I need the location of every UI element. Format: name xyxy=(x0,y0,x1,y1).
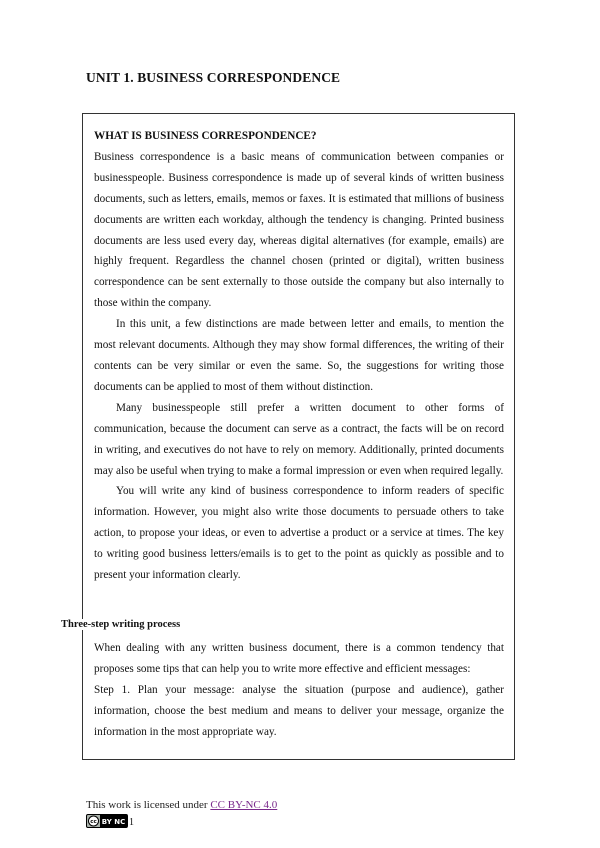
cc-by-nc-icon xyxy=(86,814,128,828)
step-1-paragraph: Step 1. Plan your message: analyse the situation (purpose and audience), gather information, choose the best medium and means to deliver your message, organize the information in the most appropriate way. xyxy=(94,683,504,738)
license-prefix: This work is licensed under xyxy=(86,799,211,811)
section-heading: WHAT IS BUSINESS CORRESPONDENCE? xyxy=(94,130,317,142)
three-step-heading: Three-step writing process xyxy=(61,619,181,630)
license-footer xyxy=(86,799,277,811)
paragraph-1: Business correspondence is a basic means of communication between companies or businesspeople. Business correspondence is made up of several kinds of written business documents, such as letters, emails, memos or faxes. It is estimated that millions of business documents are written each workday, although the tendency is changing. Printed business documents are less used every day, whereas digital alternatives (for example, emails) are highly frequent. Regardless the channel chosen (printed or digital), written business correspondence can be sent externally to those outside the company but also internally to those within the company. xyxy=(94,150,504,310)
svg-text:cc: cc xyxy=(90,819,97,826)
paragraph-3: Many businesspeople still prefer a written document to other forms of communication, because the document can serve as a contract, the facts will be on record in writing, and executives do not have to rely on memory. Additionally, printed documents may also be useful when trying to make a formal impression or even when required legally. xyxy=(94,401,504,477)
page-number: 1 xyxy=(129,816,134,828)
cc-badge xyxy=(86,814,134,828)
main-content xyxy=(94,126,504,586)
badge-text: BY NC xyxy=(101,817,126,826)
three-step-intro: When dealing with any written business document, there is a common tendency that proposes some tips that can help you to write more effective and efficient messages: xyxy=(94,642,504,675)
paragraph-2: In this unit, a few distinctions are made between letter and emails, to mention the most relevant documents. Although they may show formal differences, the writing of their contents can be very similar or even the same. So, the suggestions for writing those documents can be applied to most of them without distinction. xyxy=(94,318,504,393)
license-link[interactable]: CC BY-NC 4.0 xyxy=(210,799,278,811)
paragraph-4: You will write any kind of business correspondence to inform readers of specific information. However, you might also write those documents to persuade others to take action, to propose your ideas, or even to advertise a product or a service at times. The key to writing good business letters/emails is to get to the point as quickly as possible and to present your information clearly. xyxy=(94,485,504,582)
three-step-content xyxy=(94,638,504,743)
unit-title: UNIT 1. BUSINESS CORRESPONDENCE xyxy=(86,70,341,85)
